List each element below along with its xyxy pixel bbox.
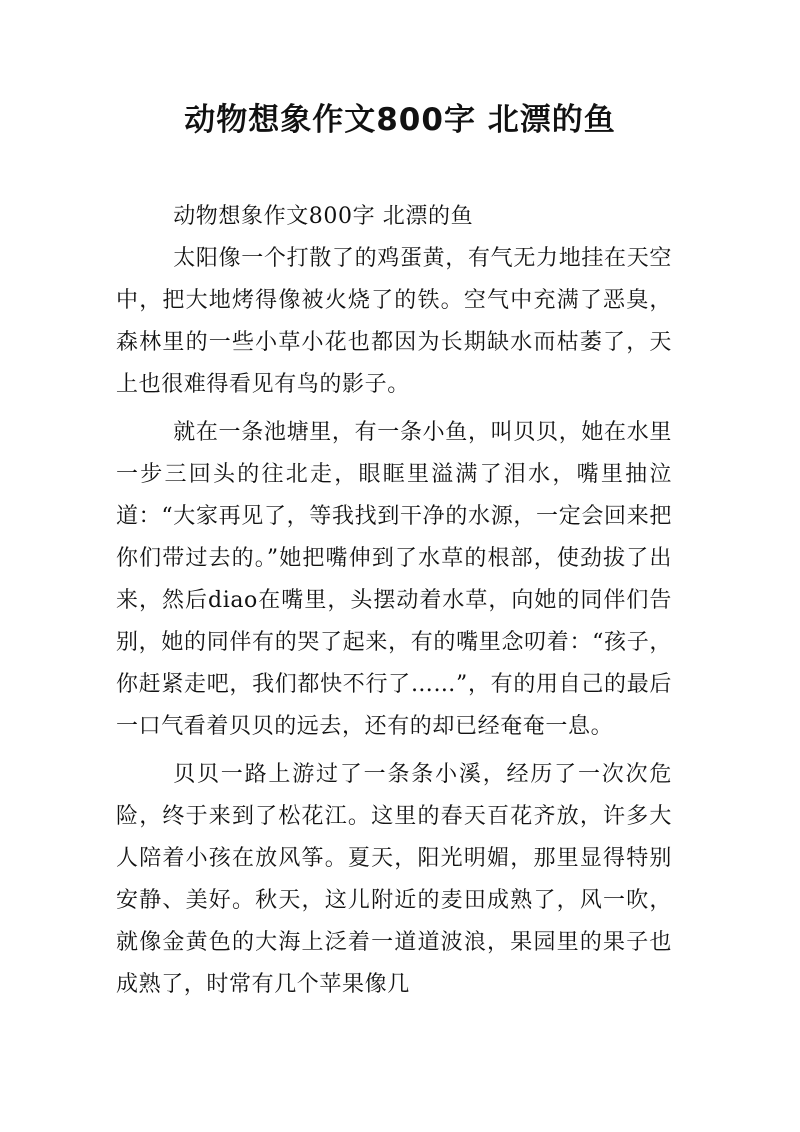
paragraph-subtitle: 动物想象作文800字 北漂的鱼 <box>173 204 474 229</box>
paragraph-1: 太阳像一个打散了的鸡蛋黄，有气无力地挂在天空中，把大地烤得像被火烧了的铁。空气中充满了恶臭，森林里的一些小草小花也都因为长期缺水而枯萎了，天上也很难得看见有鸟的影子。 <box>116 246 672 397</box>
paragraph-2: 就在一条池塘里，有一条小鱼，叫贝贝，她在水里一步三回头的往北走，眼眶里溢满了泪水，嘴里抽泣道：“大家再见了，等我找到干净的水源，一定会回来把你们带过去的。”她把嘴伸到了水草的根部，使劲拔了出来，然后diao在嘴里，头摆动着水草，向她的同伴们告别，她的同伴有的哭了起来，有的嘴里念叨着：“孩子，你赶紧走吧，我们都快不行了……”，有的用自己的最后一口气看着贝贝的远去，还有的却已经奄奄一息。 <box>116 420 672 739</box>
document-title: 动物想象作文800字 北漂的鱼 <box>184 102 616 138</box>
document-body <box>116 196 672 1006</box>
paragraph-3: 贝贝一路上游过了一条条小溪，经历了一次次危险，终于来到了松花江。这里的春天百花齐放，许多大人陪着小孩在放风筝。夏天，阳光明媚，那里显得特别安静、美好。秋天，这儿附近的麦田成熟了，风一吹，就像金黄色的大海上泛着一道道波浪，果园里的果子也成熟了，时常有几个苹果像几 <box>116 762 672 997</box>
